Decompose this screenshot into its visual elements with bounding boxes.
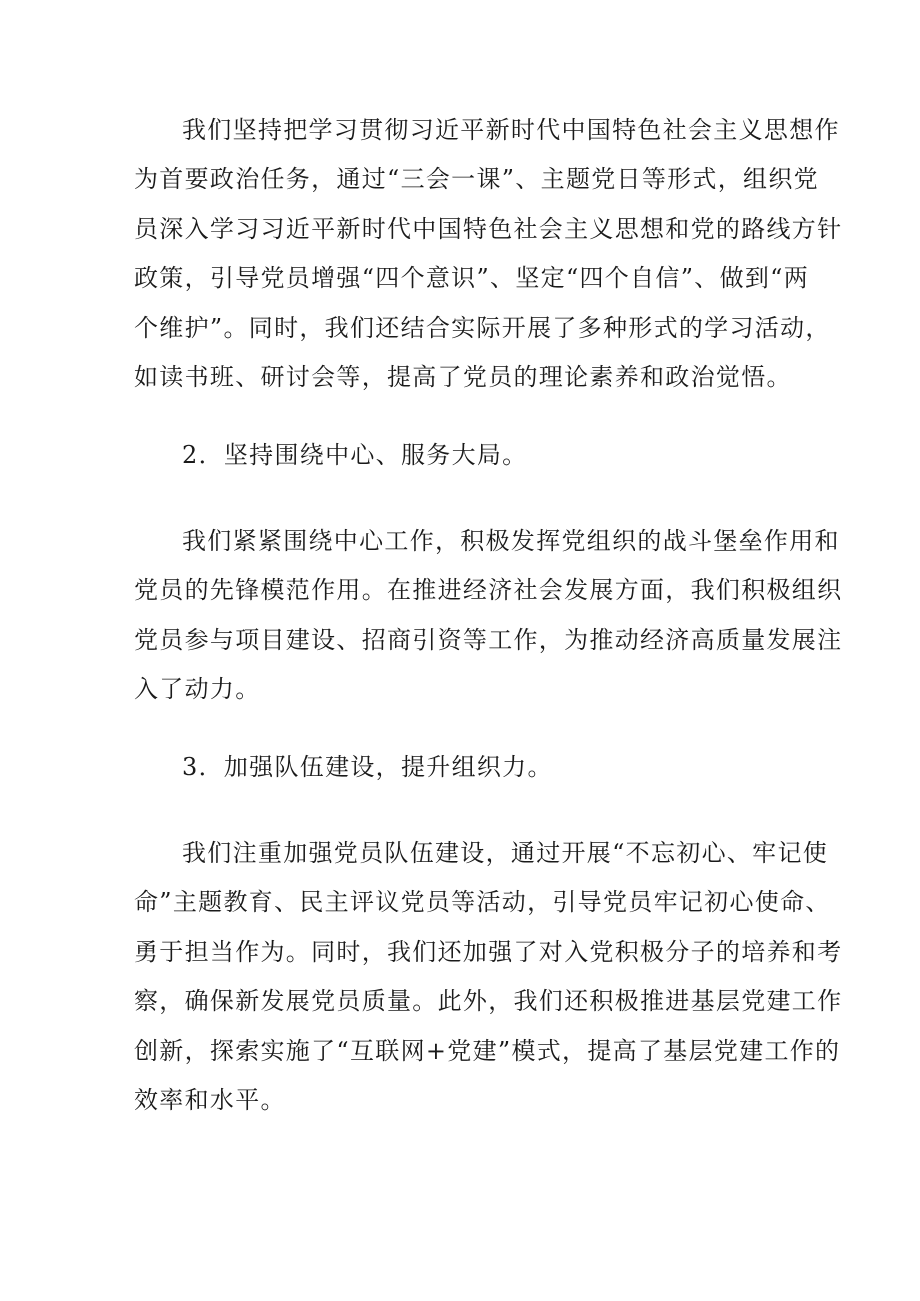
paragraph-2-line-3: 党员参与项目建设、招商引资等工作，为推动经济高质量发展注 (134, 626, 843, 654)
paragraph-3-line-4: 察，确保新发展党员质量。此外，我们还积极推进基层党建工作 (134, 987, 843, 1015)
paragraph-3-line-5: 创新，探索实施了“互联网+党建”模式，提高了基层党建工作的 (134, 1037, 841, 1065)
paragraph-2-line-1: 我们紧紧围绕中心工作，积极发挥党组织的战斗堡垒作用和 (182, 527, 840, 555)
paragraph-3-line-3: 勇于担当作为。同时，我们还加强了对入党积极分子的培养和考 (134, 938, 843, 966)
paragraph-3-line-1: 我们注重加强党员队伍建设，通过开展“不忘初心、牢记使 (182, 839, 829, 867)
paragraph-1-line-2: 为首要政治任务，通过“三会一课”、主题党日等形式，组织党 (134, 165, 819, 193)
paragraph-3-line-6: 效率和水平。 (134, 1086, 286, 1114)
paragraph-2-line-2: 党员的先锋模范作用。在推进经济社会发展方面，我们积极组织 (134, 576, 843, 604)
paragraph-1-line-6: 如读书班、研讨会等，提高了党员的理论素养和政治觉悟。 (134, 363, 792, 391)
paragraph-1-line-1: 我们坚持把学习贯彻习近平新时代中国特色社会主义思想作 (182, 116, 840, 144)
paragraph-1-line-3: 员深入学习习近平新时代中国特色社会主义思想和党的路线方针 (134, 215, 843, 243)
section-heading-2: 2．坚持围绕中心、服务大局。 (182, 441, 528, 469)
paragraph-3-line-2: 命”主题教育、民主评议党员等活动，引导党员牢记初心使命、 (134, 888, 831, 916)
paragraph-1-line-5: 个维护”。同时，我们还结合实际开展了多种形式的学习活动， (134, 314, 831, 342)
paragraph-2-line-4: 入了动力。 (134, 675, 261, 703)
section-heading-3: 3．加强队伍建设，提升组织力。 (182, 753, 553, 781)
paragraph-1-line-4: 政策，引导党员增强“四个意识”、坚定“四个自信”、做到“两 (134, 264, 810, 292)
